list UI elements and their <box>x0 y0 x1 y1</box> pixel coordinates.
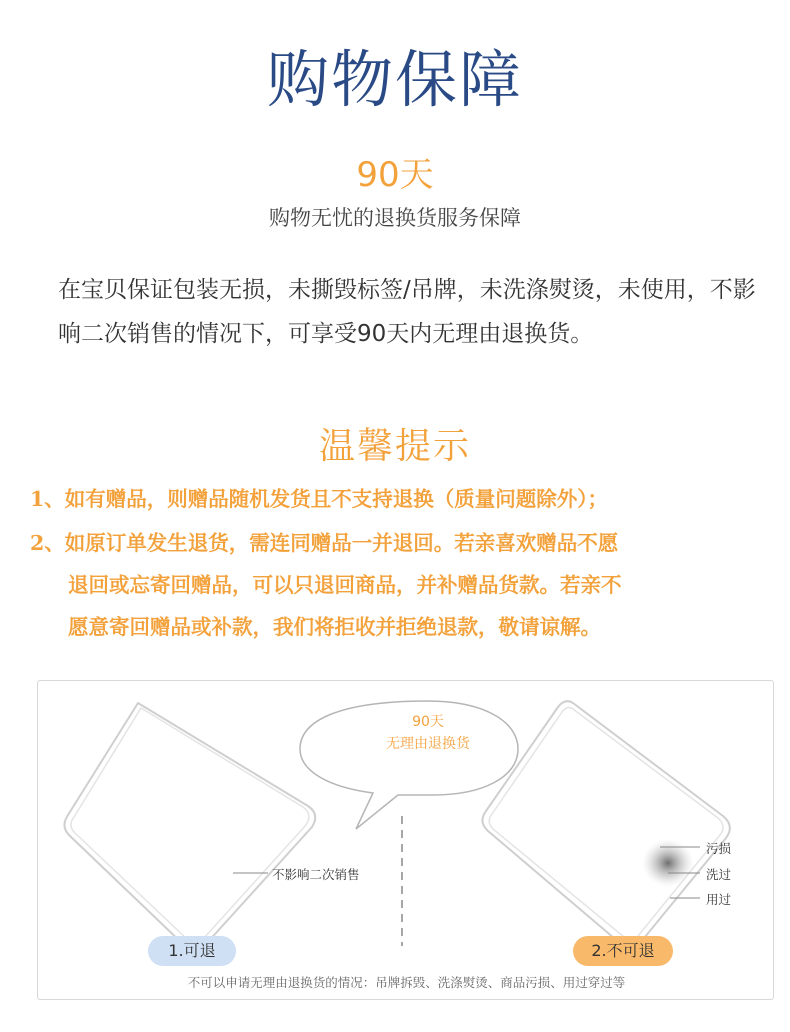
notice-text-line-2: 退回或忘寄回赠品，可以只退回商品，并补赠品货款。若亲不 <box>68 573 622 597</box>
guarantee-subtitle: 购物无忧的退换货服务保障 <box>269 206 521 230</box>
returnable-badge: 1.可退 <box>148 936 236 966</box>
right-label-washed: 洗过 <box>706 867 732 882</box>
non-returnable-badge: 2.不可退 <box>573 936 673 966</box>
warm-tips-title: 温馨提示 <box>318 426 471 467</box>
notice-text-line-3: 愿意寄回赠品或补款，我们将拒收并拒绝退款，敬请谅解。 <box>68 615 601 639</box>
notice-number: 2、 <box>30 531 65 555</box>
right-label-used: 用过 <box>706 892 732 907</box>
left-card-icon <box>64 703 315 950</box>
bubble-days: 90天 <box>412 714 444 730</box>
notice-item-2 <box>30 522 775 648</box>
page-title: 购物保障 <box>266 43 523 116</box>
left-card-label: 不影响二次销售 <box>272 867 360 882</box>
bubble-no-reason: 无理由退换货 <box>386 736 470 752</box>
days-heading: 90天 <box>356 155 434 195</box>
notice-text: 如有赠品，则赠品随机发货且不支持退换（质量问题除外）； <box>64 487 609 511</box>
return-illustration <box>37 680 774 1000</box>
guarantee-description: 在宝贝保证包装无损，未撕毁标签/吊牌，未洗涤熨烫，未使用，不影响二次销售的情况下，可享受90天内无理由退换货。 <box>58 277 756 347</box>
notice-number: 1、 <box>30 487 65 511</box>
notice-text-line-1: 如原订单发生退货，需连同赠品一并退回。若亲喜欢赠品不愿 <box>64 531 619 555</box>
right-card-icon <box>482 701 732 948</box>
right-label-stained: 污损 <box>706 841 732 856</box>
stain-mark <box>642 839 694 887</box>
return-exclusion-note: 不可以申请无理由退换货的情况：吊牌拆毁、洗涤熨烫、商品污损、用过穿过等 <box>187 975 626 990</box>
notice-item-1 <box>30 478 775 520</box>
